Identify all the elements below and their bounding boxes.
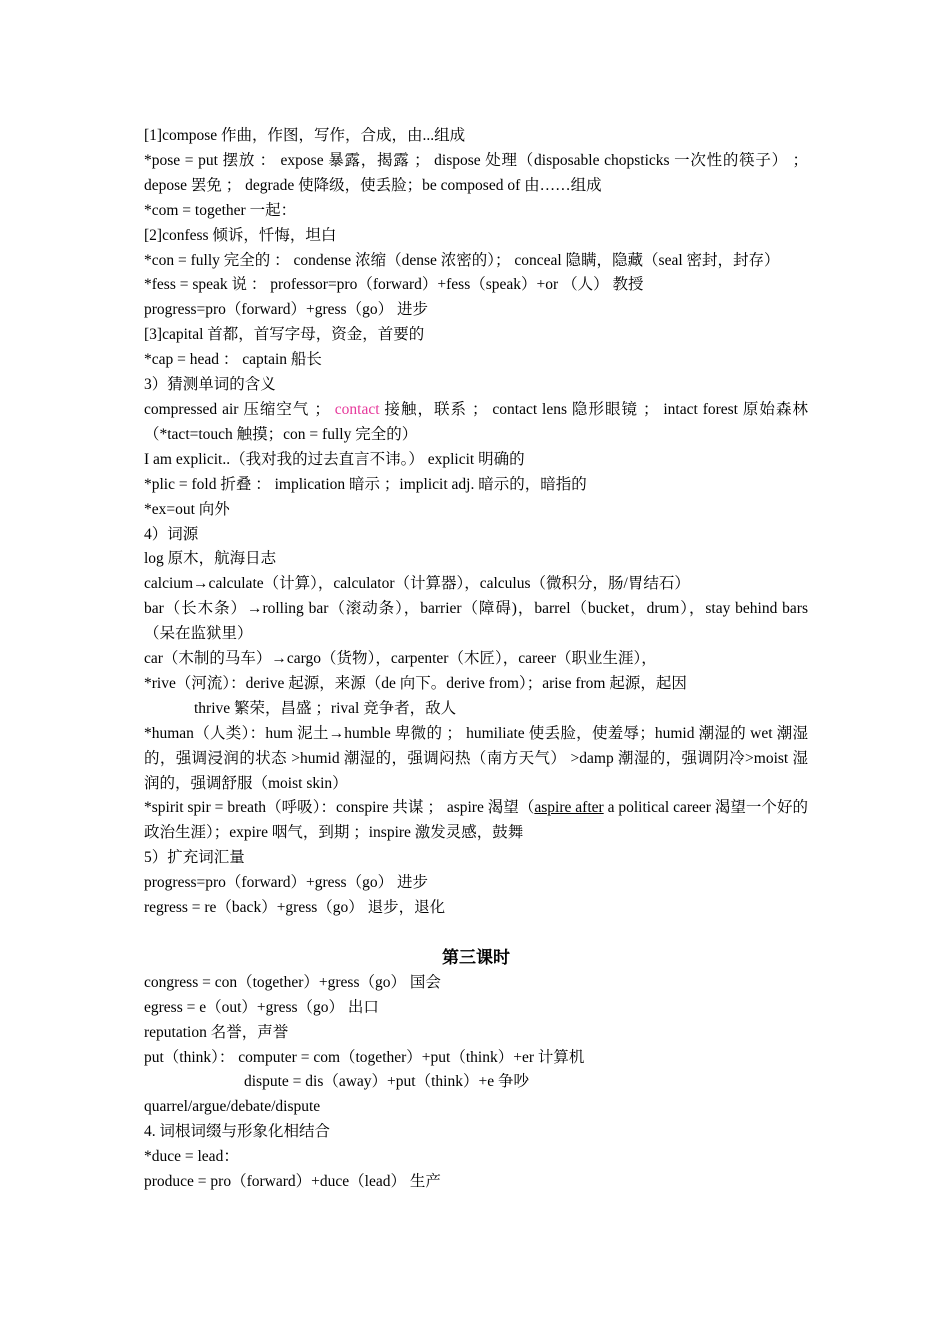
text-line: *pose = put 摆放 ： expose 暴露，揭露 ； dispose 处理（disposable chopsticks 一次性的筷子） ； depose 罢免 ； degrade 使降级，使丢脸；be composed of 由……组成 [144, 151, 808, 194]
text-line: regress = re（back）+gress（go） 退步，退化 [144, 899, 446, 917]
section-heading: 第三课时 [442, 947, 510, 968]
text-line: *rive（河流）：derive 起源，来源（de 向下。derive from）；arise from 起源，起因 [144, 674, 687, 692]
text-line: 5）扩充词汇量 [144, 849, 245, 867]
text-line: *human（人类）：hum 泥土→humble 卑微的 ； humiliate 使丢脸，使羞辱；humid 潮湿的 wet 潮湿的，强调浸润的状态 >humid 潮湿的，强调闷热（南方天气） >damp 潮湿的，强调阴冷>moist 湿润的，强调舒服（moist skin） [144, 724, 808, 792]
text-line: put（think）： computer = com（together）+put（think）+er 计算机 [144, 1048, 585, 1066]
text-line: *cap = head ： captain 船长 [144, 351, 322, 369]
text-line: *plic = fold 折叠 ： implication 暗示 ；implicit adj. 暗示的，暗指的 [144, 475, 587, 493]
text-segment: 接触，联系 ； contact lens 隐形眼镜 ； intact forest 原始森林 （*tact=touch 触摸；con = fully 完全的） [144, 400, 808, 443]
text-line: *con = fully 完全的 ： condense 浓缩（dense 浓密的）； conceal 隐瞒，隐藏（seal 密封，封存） [144, 251, 780, 269]
text-line: reputation 名誉，声誉 [144, 1023, 289, 1041]
text-line: log 原木，航海日志 [144, 550, 277, 568]
text-line: 4. 词根词缀与形象化相结合 [144, 1123, 331, 1141]
blank-line [144, 921, 808, 946]
text-line: *fess = speak 说 ： professor=pro（forward）+fess（speak）+or （人） 教授 [144, 276, 644, 294]
text-line: bar（长木条）→rolling bar（滚动条），barrier（障碍)，barrel（bucket，drum），stay behind bars （呆在监狱里） [144, 600, 808, 643]
highlighted-word: contact [334, 400, 380, 418]
text-line: *duce = lead： [144, 1148, 239, 1166]
text-segment: a political career 渴望一个好的政治生涯）；expire 咽气，到期 ；inspire 激发灵感，鼓舞 [144, 799, 808, 842]
text-line: progress=pro（forward）+gress（go） 进步 [144, 874, 428, 892]
underlined-phrase: aspire after [534, 799, 604, 817]
text-line: 3）猜测单词的含义 [144, 376, 276, 394]
text-line: car（木制的马车）→cargo（货物），carpenter（木匠），career（职业生涯）， [144, 650, 657, 668]
text-line: progress=pro（forward）+gress（go） 进步 [144, 301, 428, 319]
text-line: congress = con（together）+gress（go） 国会 [144, 973, 441, 991]
text-line: egress = e（out）+gress（go） 出口 [144, 998, 379, 1016]
document-page [144, 124, 808, 1195]
text-line-indented: thrive 繁荣，昌盛 ；rival 竞争者，敌人 [194, 699, 457, 717]
text-line: quarrel/argue/debate/dispute [144, 1098, 321, 1116]
text-segment: compressed air 压缩空气 ； [144, 400, 335, 418]
text-line: *ex=out 向外 [144, 500, 230, 518]
text-line: [1]compose 作曲，作图，写作，合成，由...组成 [144, 127, 466, 144]
text-segment: *spirit spir = breath（呼吸）：conspire 共谋 ； aspire 渴望（ [144, 799, 535, 817]
text-line: calcium→calculate（计算），calculator（计算器），calculus（微积分，肠/胃结石） [144, 575, 690, 593]
text-line: [3]capital 首都，首写字母，资金，首要的 [144, 326, 425, 344]
text-line-contact [144, 398, 808, 448]
text-line: [2]confess 倾诉，忏悔，坦白 [144, 226, 337, 244]
text-line: 4）词源 [144, 525, 199, 543]
text-line: produce = pro（forward）+duce（lead） 生产 [144, 1173, 441, 1191]
text-line-spirit [144, 796, 808, 846]
text-line: I am explicit..（我对我的过去直言不讳。） explicit 明确的 [144, 450, 525, 468]
text-line-indented: dispute = dis（away）+put（think）+e 争吵 [244, 1073, 529, 1091]
text-line: *com = together 一起： [144, 201, 297, 219]
